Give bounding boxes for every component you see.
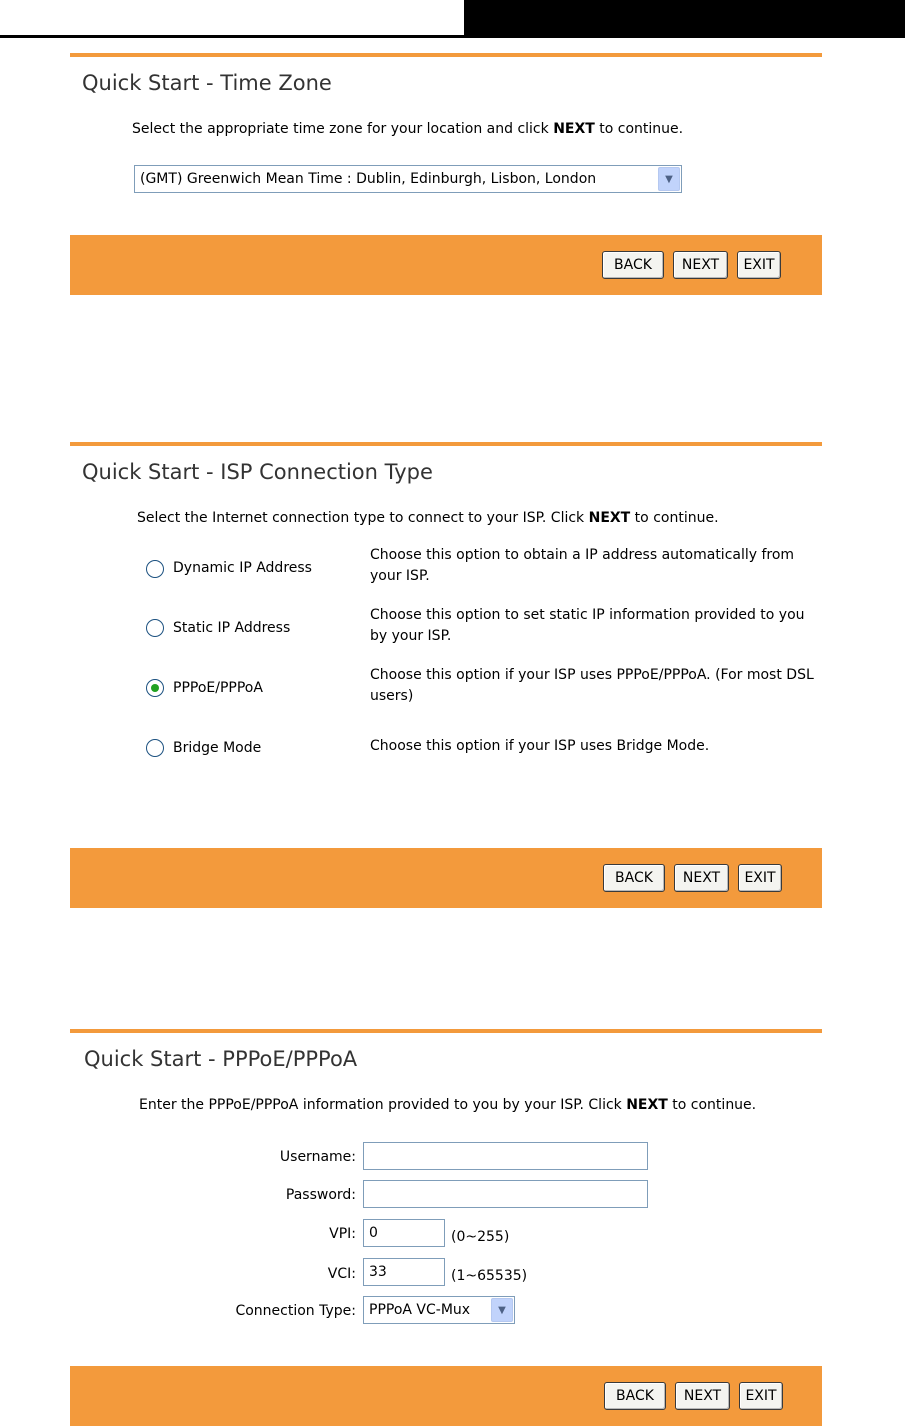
back-button[interactable]: BACK bbox=[604, 1382, 666, 1410]
panel-top-rule bbox=[70, 442, 822, 446]
password-field[interactable] bbox=[363, 1180, 648, 1208]
button-bar bbox=[70, 1366, 822, 1426]
option-description: Choose this option to set static IP information provided to you by your ISP. bbox=[370, 607, 805, 644]
next-button[interactable]: NEXT bbox=[674, 864, 729, 892]
vpi-range-hint: (0~255) bbox=[451, 1229, 510, 1245]
header-rule bbox=[0, 35, 470, 38]
vci-range-hint: (1~65535) bbox=[451, 1268, 528, 1284]
vci-field[interactable]: 33 bbox=[363, 1258, 445, 1286]
back-button[interactable]: BACK bbox=[603, 864, 665, 892]
radio-pppoe-pppoa[interactable] bbox=[146, 679, 164, 697]
next-button[interactable]: NEXT bbox=[673, 251, 728, 279]
timezone-panel bbox=[70, 53, 822, 295]
page-title: Quick Start - PPPoE/PPPoA bbox=[84, 1047, 358, 1071]
chevron-down-icon[interactable]: ▼ bbox=[491, 1298, 513, 1322]
vpi-field[interactable]: 0 bbox=[363, 1219, 445, 1247]
panel-top-rule bbox=[70, 53, 822, 57]
option-label: Static IP Address bbox=[173, 620, 291, 636]
page-title: Quick Start - ISP Connection Type bbox=[82, 460, 433, 484]
instruction-text: Select the Internet connection type to connect to your ISP. Click NEXT to continue. bbox=[137, 510, 719, 526]
pppoe-panel bbox=[70, 1029, 822, 1427]
option-label: Bridge Mode bbox=[173, 740, 262, 756]
exit-button[interactable]: EXIT bbox=[738, 864, 782, 892]
exit-button[interactable]: EXIT bbox=[739, 1382, 783, 1410]
radio-dynamic-ip[interactable] bbox=[146, 560, 164, 578]
connection-type-select[interactable] bbox=[363, 1296, 515, 1324]
connection-type-value: PPPoA VC-Mux bbox=[369, 1302, 471, 1318]
button-bar bbox=[70, 848, 822, 908]
username-field[interactable] bbox=[363, 1142, 648, 1170]
connection-type-label: Connection Type: bbox=[235, 1303, 356, 1319]
option-label: PPPoE/PPPoA bbox=[173, 680, 263, 696]
radio-bridge-mode[interactable] bbox=[146, 739, 164, 757]
instruction-text: Select the appropriate time zone for your location and click NEXT to continue. bbox=[132, 121, 684, 137]
button-bar bbox=[70, 235, 822, 295]
next-button[interactable]: NEXT bbox=[675, 1382, 730, 1410]
isp-panel bbox=[70, 442, 822, 909]
exit-button[interactable]: EXIT bbox=[737, 251, 781, 279]
vci-label: VCI: bbox=[327, 1266, 356, 1282]
chevron-down-icon[interactable]: ▼ bbox=[658, 167, 680, 191]
instruction-text: Enter the PPPoE/PPPoA information provided to you by your ISP. Click NEXT to continue. bbox=[139, 1097, 757, 1113]
option-description: Choose this option if your ISP uses Bridge Mode. bbox=[370, 738, 710, 754]
username-label: Username: bbox=[279, 1149, 356, 1165]
radio-static-ip[interactable] bbox=[146, 619, 164, 637]
option-label: Dynamic IP Address bbox=[173, 560, 312, 576]
option-description: Choose this option if your ISP uses PPPoE/PPPoA. (For most DSL users) bbox=[370, 667, 814, 704]
password-label: Password: bbox=[285, 1187, 356, 1203]
option-description: Choose this option to obtain a IP address automatically from your ISP. bbox=[370, 547, 795, 584]
panel-top-rule bbox=[70, 1029, 822, 1033]
timezone-select[interactable] bbox=[134, 165, 682, 193]
page-title: Quick Start - Time Zone bbox=[82, 71, 332, 95]
vpi-label: VPI: bbox=[329, 1226, 356, 1242]
back-button[interactable]: BACK bbox=[602, 251, 664, 279]
timezone-value: (GMT) Greenwich Mean Time : Dublin, Edinburgh, Lisbon, London bbox=[140, 171, 597, 187]
header-black-bar bbox=[464, 0, 905, 38]
